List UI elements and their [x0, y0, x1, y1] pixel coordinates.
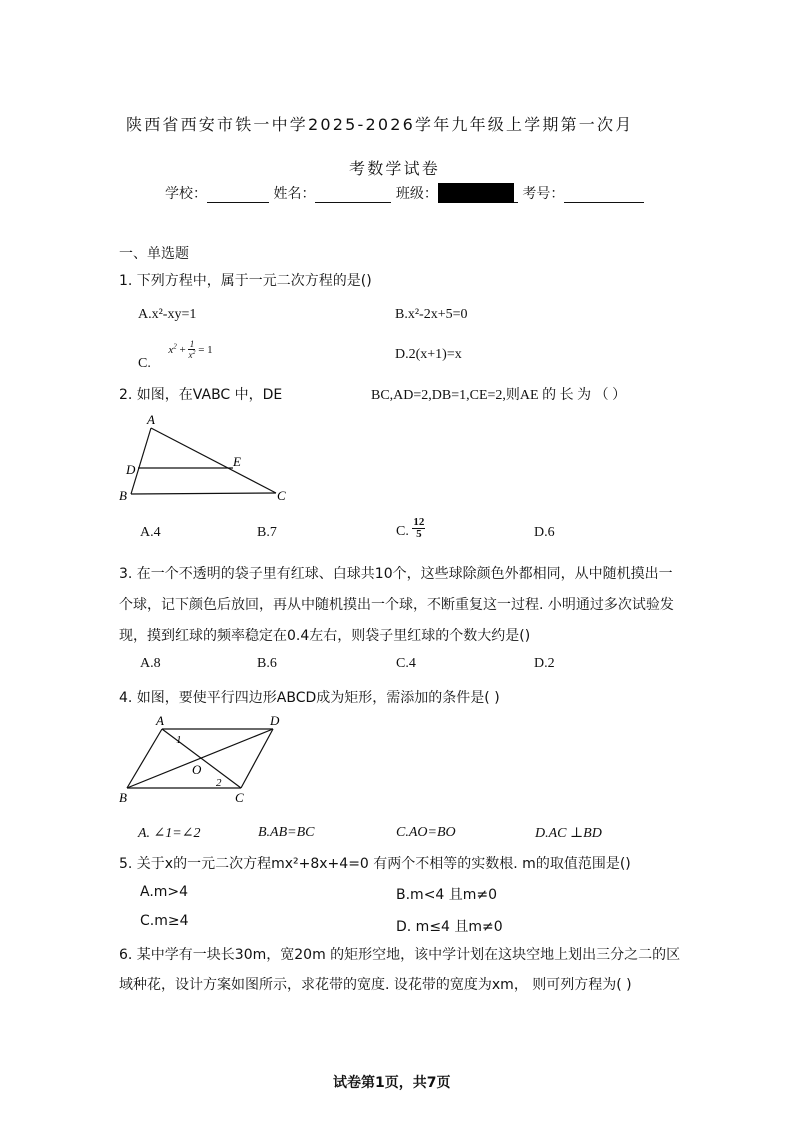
- q2-label-e: E: [233, 454, 241, 469]
- q6-line1: 6. 某中学有一块长30m，宽20m 的矩形空地，该中学计划在这块空地上划出三分之二的区: [119, 947, 681, 963]
- q3-option-c: C.4: [396, 656, 416, 671]
- q2-label-c: C: [277, 488, 286, 503]
- class-field-redacted: [438, 183, 514, 203]
- name-field[interactable]: [315, 188, 391, 203]
- q1-option-c-label: C.: [138, 355, 151, 371]
- q1-option-d: D.2(x+1)=x: [395, 347, 462, 362]
- q4-angle-1: 1: [176, 734, 182, 746]
- q4-label-d: D: [270, 713, 280, 728]
- q4-stem: 4. 如图，要使平行四边形ABCD成为矩形，需添加的条件是( ): [119, 690, 500, 706]
- section-heading: 一、单选题: [119, 246, 189, 262]
- q2-option-c: C. $\frac{12}{5}$: [396, 516, 425, 540]
- q4-label-o: O: [192, 762, 202, 777]
- q4-option-c: C.AO=BO: [396, 825, 456, 840]
- q3-line3: 现，摸到红球的频率稳定在0.4左右，则袋子里红球的个数大约是(): [119, 628, 531, 644]
- q3-option-a: A.8: [140, 656, 161, 671]
- q4-label-b: B: [119, 790, 127, 805]
- q4-parallelogram-figure: [110, 710, 290, 810]
- q2-option-b: B.7: [257, 525, 277, 540]
- q4-option-b: B.AB=BC: [258, 825, 315, 840]
- q3-option-d: D.2: [534, 656, 555, 671]
- q3-option-b: B.6: [257, 656, 277, 671]
- student-info-line: [165, 183, 644, 203]
- q1-c-fraction: $\frac{1}{x^2}$: [188, 339, 196, 360]
- page-footer: 试卷第1页，共7页: [333, 1075, 451, 1091]
- q2-label-d: D: [126, 462, 136, 477]
- q4-option-a: A. ∠1=∠2: [138, 826, 201, 841]
- q3-line2: 个球，记下颜色后放回，再从中随机摸出一个球，不断重复这一过程. 小明通过多次试验发: [119, 597, 674, 613]
- school-label: 学校：: [165, 186, 207, 202]
- school-field[interactable]: [207, 188, 269, 203]
- q6-line2: 域种花，设计方案如图所示，求花带的宽度. 设花带的宽度为xm， 则可列方程为( ): [119, 977, 632, 993]
- q2-c-fraction: $\frac{12}{5}$: [413, 516, 425, 540]
- q1-option-a: A.x²-xy=1: [138, 307, 197, 322]
- q1-option-c: [138, 339, 213, 371]
- q4-angle-2: 2: [216, 777, 222, 789]
- q4-label-a: A: [156, 713, 164, 728]
- exam-no-field[interactable]: [564, 188, 644, 203]
- q3-line1: 3. 在一个不透明的袋子里有红球、白球共10个，这些球除颜色外都相同，从中随机摸出一: [119, 566, 673, 582]
- q4-label-c: C: [235, 790, 244, 805]
- class-field-underline: [514, 188, 518, 203]
- q2-stem-right: BC,AD=2,DB=1,CE=2,则AE 的 长 为 （ ）: [371, 388, 627, 403]
- exam-title-line1: 陕西省西安市铁一中学2025-2026学年九年级上学期第一次月: [126, 115, 634, 134]
- q1-stem: 1. 下列方程中，属于一元二次方程的是(): [119, 273, 372, 289]
- q2-label-b: B: [119, 488, 127, 503]
- q4-option-d: D.AC ⊥BD: [535, 826, 602, 841]
- class-label: 班级：: [395, 186, 438, 202]
- exam-title-line2: 考数学试卷: [349, 159, 441, 178]
- q2-label-a: A: [147, 412, 155, 427]
- name-label: 姓名：: [273, 186, 316, 202]
- q5-option-b: B.m<4 且m≠0: [396, 887, 498, 903]
- q5-option-d: D. m≤4 且m≠0: [396, 919, 503, 935]
- q2-option-a: A.4: [140, 525, 161, 540]
- q2-option-d: D.6: [534, 525, 555, 540]
- q1-option-c-formula: $x^2$ + $\frac{1}{x^2}$ = 1: [168, 339, 213, 360]
- q5-option-c: C.m≥4: [140, 913, 189, 929]
- q5-stem: 5. 关于x的一元二次方程mx²+8x+4=0 有两个不相等的实数根. m的取值范围是(): [119, 856, 631, 872]
- q1-option-b: B.x²-2x+5=0: [395, 307, 468, 322]
- exam-no-label: 考号：: [522, 186, 565, 202]
- q2-triangle-figure: [110, 408, 300, 508]
- q5-option-a: A.m>4: [140, 884, 189, 900]
- q2-stem-left: 2. 如图，在VABC 中，DE: [119, 387, 283, 403]
